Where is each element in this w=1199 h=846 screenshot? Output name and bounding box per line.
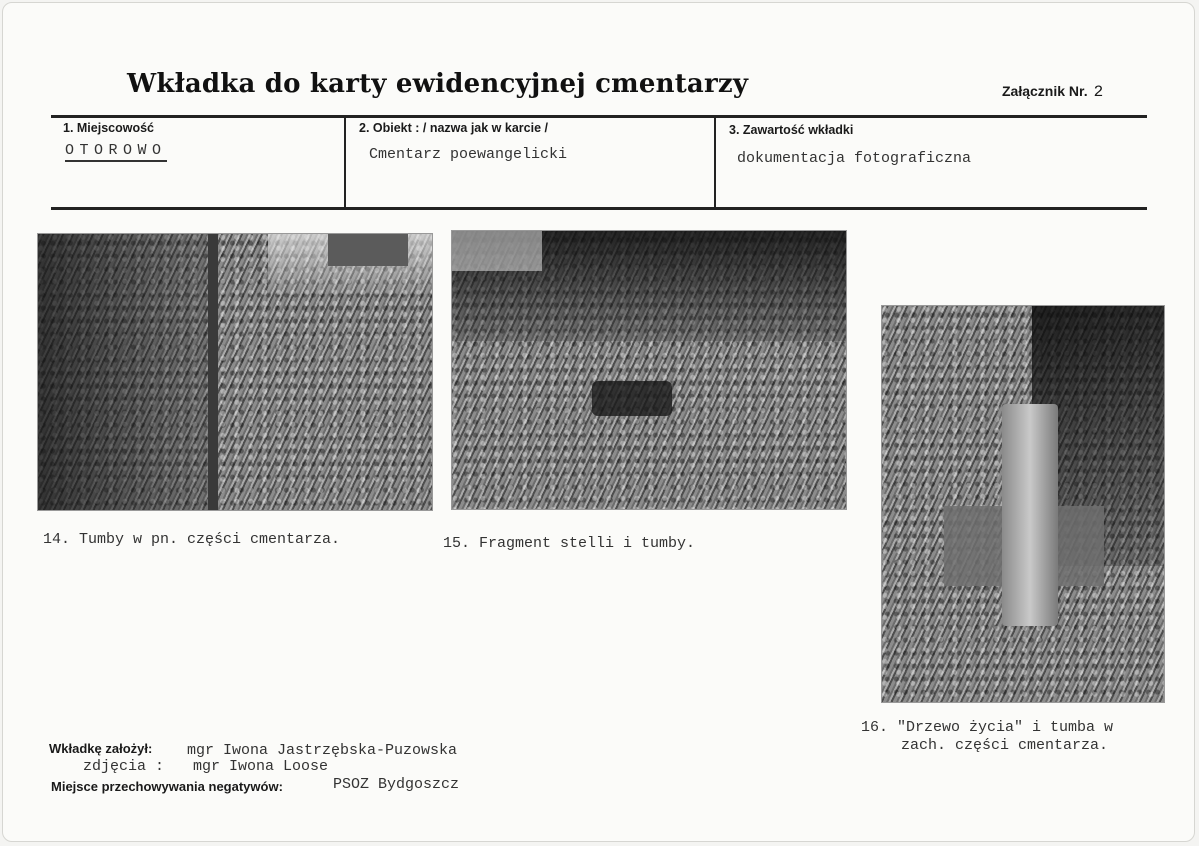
content-label: 3. Zawartość wkładki [729, 123, 854, 137]
annex-indicator [1002, 83, 1103, 101]
photo-16-tree-of-life [881, 305, 1165, 703]
author-label: Wkładkę założył: [49, 741, 153, 756]
photo-15-stele-fragment [451, 230, 847, 510]
photos-value: mgr Iwona Loose [193, 758, 329, 775]
locality-label: 1. Miejscowość [63, 121, 155, 135]
storage-value: PSOZ Bydgoszcz [333, 776, 460, 793]
content-value: dokumentacja fotograficzna [737, 150, 972, 167]
photo-14-caption: 14. Tumby w pn. części cmentarza. [43, 531, 341, 548]
record-insert-sheet [2, 2, 1195, 842]
photo-16-caption-line-1: 16. "Drzewo życia" i tumba w [861, 719, 1114, 736]
photos-label: zdjęcia : [83, 758, 165, 775]
photo-15-caption: 15. Fragment stelli i tumby. [443, 535, 696, 552]
document-title: Wkładka do karty ewidencyjnej cmentarzy [127, 69, 749, 99]
annex-number: 2 [1093, 83, 1104, 101]
table-top-rule [51, 115, 1147, 118]
table-bottom-rule [51, 207, 1147, 210]
object-value: Cmentarz poewangelicki [369, 146, 568, 163]
photo-16-caption-line-2: zach. części cmentarza. [901, 737, 1109, 754]
table-divider-2 [714, 115, 716, 209]
author-value: mgr Iwona Jastrzębska-Puzowska [187, 742, 458, 759]
locality-value: OTOROWO [65, 142, 167, 162]
photo-14-cemetery-north [37, 233, 433, 511]
annex-label: Załącznik Nr. [1002, 83, 1088, 99]
object-label: 2. Obiekt : / nazwa jak w karcie / [359, 121, 548, 135]
storage-label: Miejsce przechowywania negatywów: [51, 779, 283, 794]
table-divider-1 [344, 115, 346, 209]
